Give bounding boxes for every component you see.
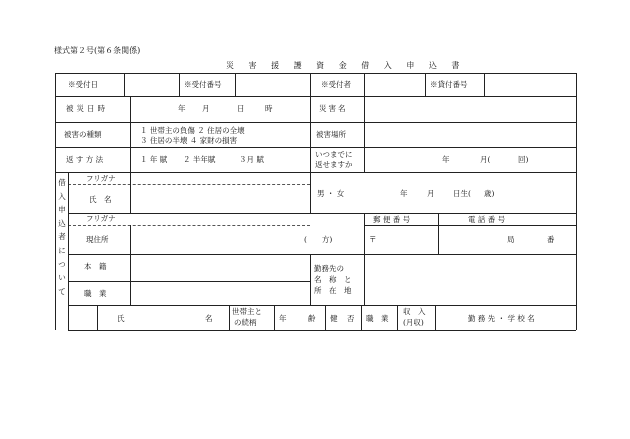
damage-options-line1: １ 世帯主の負傷 ２ 住居の全壊 xyxy=(140,126,245,135)
birth-day-unit: 日生( xyxy=(453,189,471,198)
household-age-header-rei: 齢 xyxy=(308,314,316,323)
deadline-count-unit: 回) xyxy=(518,155,529,164)
receipt-date-field[interactable] xyxy=(125,74,178,95)
household-health-header-ken: 健 xyxy=(330,314,338,323)
postal-code-field[interactable] xyxy=(365,226,437,253)
phone-number-header: 電 話 番 号 xyxy=(468,215,506,224)
disaster-hour-unit: 時 xyxy=(265,104,273,113)
postal-code-header: 郵 便 番 号 xyxy=(373,215,411,224)
damage-place-label: 被害場所 xyxy=(316,130,346,139)
furigana-label: フリガナ xyxy=(86,174,116,183)
repayment-deadline-label-2: 返せますか xyxy=(315,160,353,169)
repayment-method-label: 返 す 方 法 xyxy=(66,155,104,164)
repayment-option-monthly: ３月 賦 xyxy=(239,155,264,164)
phone-number-unit: 番 xyxy=(547,235,555,244)
loan-number-label: ※貸付番号 xyxy=(430,80,468,89)
repayment-deadline-field[interactable] xyxy=(365,148,575,171)
receiver-field[interactable] xyxy=(365,74,424,95)
disaster-date-label: 被災日時 xyxy=(66,104,108,113)
birth-year-unit: 年 xyxy=(400,189,408,198)
form-number: 様式第２号(第６条関係) xyxy=(54,46,141,55)
birth-month-unit: 月 xyxy=(427,189,435,198)
disaster-date-field[interactable] xyxy=(131,97,309,121)
receipt-number-field[interactable] xyxy=(236,74,309,95)
workplace-field[interactable] xyxy=(365,255,575,304)
age-unit: 歳) xyxy=(484,189,495,198)
deadline-year-unit: 年 xyxy=(442,155,450,164)
birthdate-field[interactable] xyxy=(364,173,575,212)
damage-options-line2: ３ 住居の半壊 ４ 家財の損害 xyxy=(140,136,238,145)
repayment-option-semiannual: ２ 半年賦 xyxy=(183,155,216,164)
address-field[interactable] xyxy=(131,226,363,253)
occupation-field[interactable] xyxy=(131,282,309,304)
household-income-header-2: (月収) xyxy=(403,318,424,327)
disaster-name-label: 災害名 xyxy=(319,104,348,113)
repayment-option-annual: １ 年 賦 xyxy=(140,155,168,164)
damage-place-field[interactable] xyxy=(365,123,575,146)
household-health-header-hi: 否 xyxy=(347,314,355,323)
address-label: 現住所 xyxy=(86,235,109,244)
disaster-year-unit: 年 xyxy=(178,104,186,113)
domicile-field[interactable] xyxy=(131,255,309,280)
workplace-label-3: 所 在 地 xyxy=(314,286,352,295)
disaster-name-field[interactable] xyxy=(365,97,575,121)
damage-type-options[interactable] xyxy=(131,123,309,146)
domicile-label: 本 籍 xyxy=(84,262,107,271)
household-income-header-1: 収 入 xyxy=(403,307,426,316)
household-relation-header-2: の続柄 xyxy=(234,318,257,327)
household-occupation-header: 職 業 xyxy=(366,314,389,323)
disaster-month-unit: 月 xyxy=(202,104,210,113)
household-workplace-school-header: 勤 務 先 ・ 学 校 名 xyxy=(468,314,535,323)
receipt-date-label: ※受付日 xyxy=(68,80,98,89)
postal-mark: 〒 xyxy=(369,235,377,244)
damage-type-label: 被害の種類 xyxy=(64,130,102,139)
deadline-month-unit: 月( xyxy=(480,155,491,164)
repayment-method-options[interactable] xyxy=(131,148,309,171)
address-furigana-field[interactable] xyxy=(131,214,309,224)
household-name-header-shi: 氏 xyxy=(117,314,125,323)
receipt-number-label: ※受付番号 xyxy=(184,80,222,89)
address-care-of: ( 方) xyxy=(304,235,333,244)
workplace-label-2: 名 称 と xyxy=(314,275,352,284)
phone-exchange-unit: 局 xyxy=(507,235,515,244)
furigana-label-address: フリガナ xyxy=(86,214,116,223)
occupation-label: 職 業 xyxy=(84,289,107,298)
disaster-day-unit: 日 xyxy=(237,104,245,113)
household-name-header-mei: 名 xyxy=(205,314,213,323)
gender-options[interactable]: 男 ・ 女 xyxy=(317,189,345,198)
workplace-label-1: 勤務先の xyxy=(314,264,344,273)
receiver-label: ※受付者 xyxy=(321,80,351,89)
name-label: 氏 名 xyxy=(89,195,112,204)
applicant-section-label: 借 入 申 込 者 に つ い て xyxy=(58,178,66,296)
name-field[interactable] xyxy=(131,185,309,212)
phone-number-field[interactable] xyxy=(439,226,575,253)
household-age-header-nen: 年 xyxy=(279,314,287,323)
repayment-deadline-label-1: いつまでに xyxy=(315,150,353,159)
loan-number-field[interactable] xyxy=(485,74,575,95)
form-title: 災 害 援 護 資 金 借 入 申 込 書 xyxy=(226,61,466,70)
household-relation-header-1: 世帯主と xyxy=(232,307,262,316)
furigana-field[interactable] xyxy=(131,173,309,183)
